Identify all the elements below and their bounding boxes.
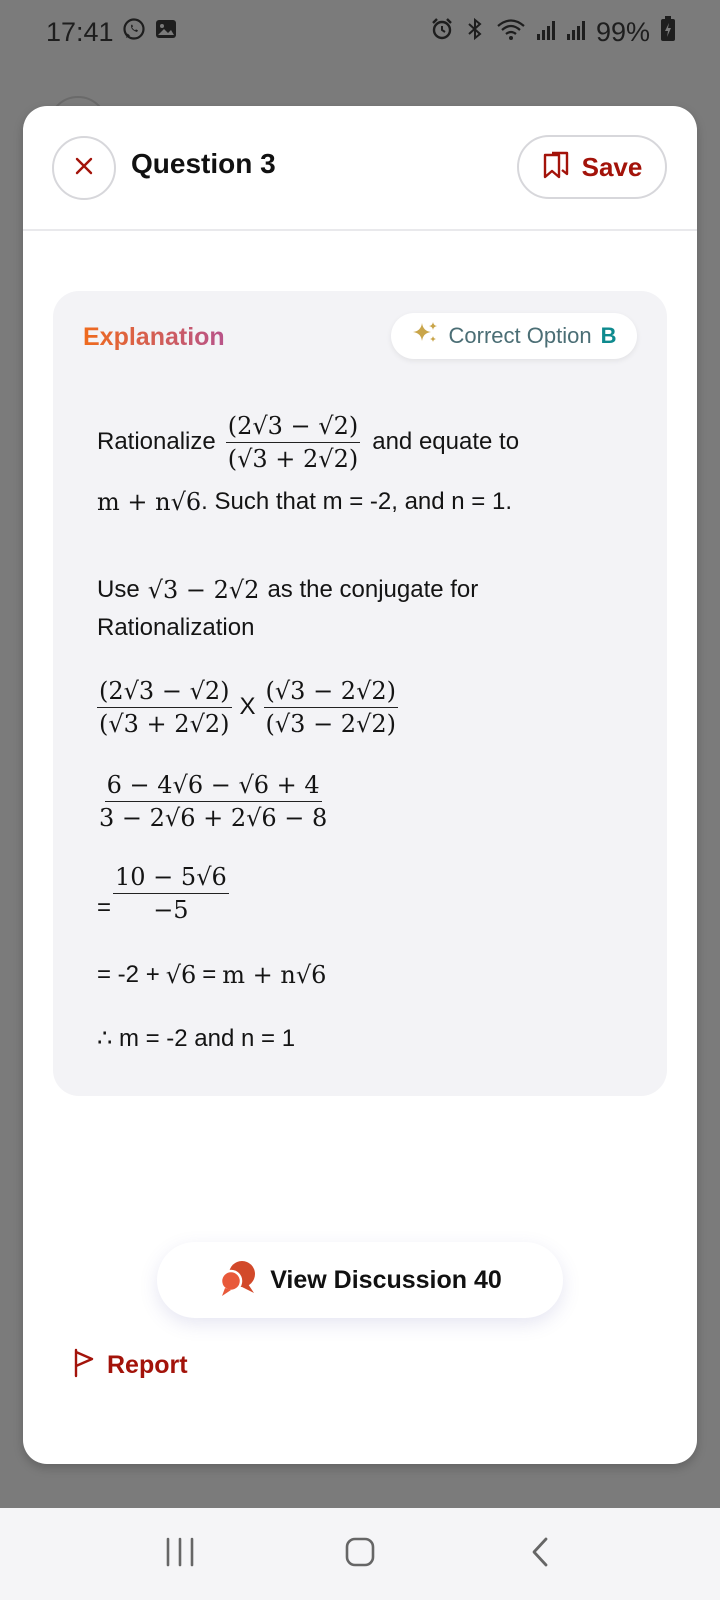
question-modal <box>23 106 697 1464</box>
home-icon <box>344 1536 376 1573</box>
step-1-denominator-2: (√3 − 2√2) <box>265 709 397 738</box>
recent-apps-button[interactable] <box>140 1524 220 1584</box>
system-nav-bar <box>0 1508 720 1600</box>
bluetooth-icon <box>464 17 486 48</box>
report-label: Report <box>107 1351 188 1379</box>
step-1-numerator-2: (√3 − 2√2) <box>264 675 399 708</box>
conclusion <box>97 1019 637 1059</box>
use-line <box>97 571 637 609</box>
step-2 <box>97 761 637 841</box>
step-3 <box>97 853 637 933</box>
close-icon <box>75 157 93 180</box>
step-1-denominator-1: (√3 + 2√2) <box>99 709 230 738</box>
step-3-numerator: 10 − 5√6 <box>113 861 229 894</box>
wifi-icon <box>496 17 526 48</box>
step-4-sqrt: √6 <box>165 961 197 989</box>
step-1-fraction-1 <box>97 675 232 740</box>
alarm-icon <box>430 17 454 48</box>
save-button[interactable] <box>517 135 667 199</box>
intro-prefix: Rationalize <box>97 428 216 455</box>
step-4-equals: = <box>202 961 217 988</box>
status-left <box>46 17 178 48</box>
use-suffix: as the conjugate for <box>267 576 479 603</box>
step-3-equals: = <box>97 894 112 921</box>
bookmark-icon <box>542 150 572 185</box>
status-time: 17:41 <box>46 16 114 47</box>
intro-line-2 <box>97 483 637 521</box>
step-2-fraction <box>97 769 329 834</box>
step-4-prefix: = -2 + <box>97 961 160 988</box>
step-2-numerator: 6 − 4√6 − √6 + 4 <box>105 769 322 802</box>
correct-option-badge <box>391 313 637 359</box>
intro-denominator: (√3 + 2√2) <box>227 444 359 473</box>
use-line-2 <box>97 609 637 647</box>
gallery-icon <box>154 17 178 48</box>
flag-icon <box>73 1348 95 1383</box>
conclusion-text: ∴ m = -2 and n = 1 <box>97 1025 296 1052</box>
step-1 <box>97 667 637 747</box>
view-discussion-button[interactable] <box>157 1242 563 1318</box>
step-4 <box>97 955 637 995</box>
battery-charging-icon <box>660 16 676 49</box>
step-4-expression: m + n√6 <box>222 961 327 989</box>
intro-fraction <box>226 410 361 475</box>
back-icon <box>529 1536 551 1573</box>
report-button[interactable] <box>73 1348 188 1383</box>
save-label: Save <box>581 151 643 182</box>
intro-line <box>97 401 637 483</box>
page-title: Question 3 <box>131 148 276 179</box>
step-2-denominator: 3 − 2√6 + 2√6 − 8 <box>99 803 328 832</box>
intro-numerator: (2√3 − √2) <box>226 410 361 443</box>
discussion-icon <box>218 1259 258 1302</box>
status-right <box>430 16 676 49</box>
close-button[interactable] <box>52 136 116 200</box>
explanation-title: Explanation <box>83 323 225 351</box>
step-3-fraction <box>113 861 229 926</box>
whatsapp-icon <box>122 17 146 48</box>
step-1-fraction-2 <box>264 675 399 740</box>
recent-apps-icon <box>164 1537 196 1572</box>
correct-option-value: B <box>600 323 617 348</box>
explanation-card <box>53 291 667 1096</box>
intro-condition: . Such that m = -2, and n = 1. <box>201 488 513 515</box>
intro-expression: m + n√6 <box>97 488 202 516</box>
modal-header <box>23 106 697 231</box>
sparkle-icon <box>412 320 440 352</box>
correct-option-label: Correct Option <box>448 323 592 348</box>
intro-suffix: and equate to <box>372 428 520 455</box>
status-bar <box>0 0 720 64</box>
home-button[interactable] <box>320 1524 400 1584</box>
step-1-numerator-1: (2√3 − √2) <box>97 675 232 708</box>
signal-icon <box>536 17 556 48</box>
use-prefix: Use <box>97 576 140 603</box>
step-3-denominator: −5 <box>153 895 189 924</box>
explanation-body <box>97 401 637 1059</box>
times-symbol: X <box>239 693 256 720</box>
back-button[interactable] <box>500 1524 580 1584</box>
signal-icon <box>566 17 586 48</box>
use-expression: √3 − 2√2 <box>147 576 260 604</box>
battery-percent: 99% <box>595 16 650 47</box>
view-discussion-label: View Discussion 40 <box>270 1265 502 1294</box>
use-line-2-text: Rationalization <box>97 614 255 641</box>
